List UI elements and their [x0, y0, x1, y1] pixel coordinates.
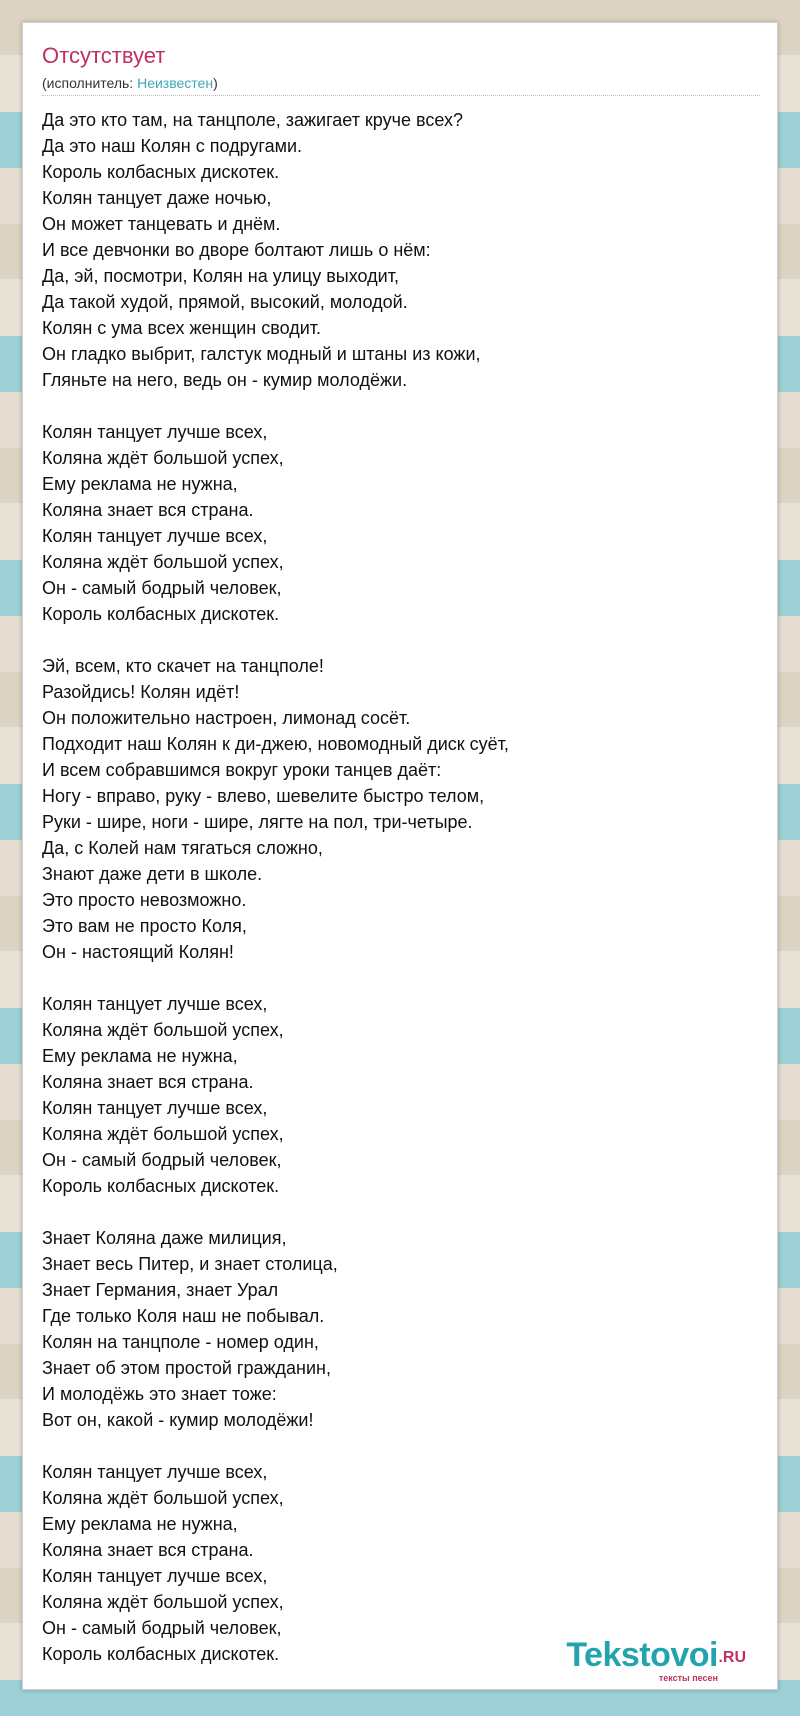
lyric-line: Ему реклама не нужна,	[42, 1514, 238, 1534]
artist-link[interactable]: Неизвестен	[137, 75, 214, 91]
lyric-line: Коляна знает вся страна.	[42, 500, 254, 520]
artist-line	[42, 74, 218, 92]
lyric-line: Колян танцует лучше всех,	[42, 1566, 268, 1586]
lyric-line: Король колбасных дискотек.	[42, 162, 280, 182]
logo-tagline: тексты песен	[658, 1673, 718, 1683]
site-logo[interactable]	[546, 1635, 746, 1695]
lyric-line: Вот он, какой - кумир молодёжи!	[42, 1410, 314, 1430]
lyric-line: И все девчонки во дворе болтают лишь о нём:	[42, 240, 431, 260]
lyric-line: Ему реклама не нужна,	[42, 474, 238, 494]
lyrics-body	[42, 107, 760, 1667]
lyric-line: Колян с ума всех женщин сводит.	[42, 318, 322, 338]
lyric-line: Ему реклама не нужна,	[42, 1046, 238, 1066]
lyrics-card	[22, 22, 778, 1690]
lyric-line: Разойдись! Колян идёт!	[42, 682, 240, 702]
lyric-line: Колян танцует лучше всех,	[42, 994, 268, 1014]
lyric-line: И молодёжь это знает тоже:	[42, 1384, 277, 1404]
artist-prefix: (исполнитель:	[42, 75, 138, 91]
song-title: Отсутствует	[42, 43, 166, 68]
lyric-line: Знает Коляна даже милиция,	[42, 1228, 287, 1248]
lyric-line: Гляньте на него, ведь он - кумир молодёжи.	[42, 370, 408, 390]
lyric-line: Колян на танцполе - номер один,	[42, 1332, 319, 1352]
lyric-line: Знает весь Питер, и знает столица,	[42, 1254, 338, 1274]
logo-tld: .RU	[718, 1649, 746, 1666]
lyric-line: Король колбасных дискотек.	[42, 604, 280, 624]
lyric-line: Да, с Колей нам тягаться сложно,	[42, 838, 323, 858]
lyric-line: Коляна ждёт большой успех,	[42, 1124, 284, 1144]
lyric-line: Коляна знает вся страна.	[42, 1540, 254, 1560]
lyric-line: Он - самый бодрый человек,	[42, 578, 282, 598]
lyric-line: Коляна ждёт большой успех,	[42, 448, 284, 468]
lyric-line: Да, эй, посмотри, Колян на улицу выходит,	[42, 266, 399, 286]
stanza-gap	[42, 627, 760, 653]
lyric-line: Король колбасных дискотек.	[42, 1176, 280, 1196]
stanza-gap	[42, 965, 760, 991]
lyric-line: Колян танцует лучше всех,	[42, 526, 268, 546]
stanza-gap	[42, 393, 760, 419]
lyric-line: Колян танцует лучше всех,	[42, 1462, 268, 1482]
artist-suffix: )	[213, 75, 218, 91]
lyric-line: Коляна ждёт большой успех,	[42, 1020, 284, 1040]
lyric-line: И всем собравшимся вокруг уроки танцев даёт:	[42, 760, 442, 780]
lyric-line: Он положительно настроен, лимонад сосёт.	[42, 708, 411, 728]
lyric-line: Да это кто там, на танцполе, зажигает круче всех?	[42, 110, 463, 130]
lyric-line: Это просто невозможно.	[42, 890, 247, 910]
stanza-gap	[42, 1433, 760, 1459]
lyric-line: Коляна ждёт большой успех,	[42, 552, 284, 572]
lyric-line: Колян танцует лучше всех,	[42, 1098, 268, 1118]
lyric-line: Да это наш Колян с подругами.	[42, 136, 303, 156]
lyric-line: Знает Германия, знает Урал	[42, 1280, 279, 1300]
lyric-line: Эй, всем, кто скачет на танцполе!	[42, 656, 324, 676]
lyric-line: Он может танцевать и днём.	[42, 214, 281, 234]
lyric-line: Знает об этом простой гражданин,	[42, 1358, 331, 1378]
lyric-line: Он - самый бодрый человек,	[42, 1150, 282, 1170]
lyric-line: Ногу - вправо, руку - влево, шевелите быстро телом,	[42, 786, 485, 806]
lyric-line: Подходит наш Колян к ди-джею, новомодный диск суёт,	[42, 734, 509, 754]
lyric-line: Да такой худой, прямой, высокий, молодой.	[42, 292, 408, 312]
lyric-line: Коляна ждёт большой успех,	[42, 1488, 284, 1508]
lyric-line: Это вам не просто Коля,	[42, 916, 247, 936]
lyric-line: Руки - шире, ноги - шире, лягте на пол, три-четыре.	[42, 812, 473, 832]
lyric-line: Король колбасных дискотек.	[42, 1644, 280, 1664]
lyric-line: Он гладко выбрит, галстук модный и штаны из кожи,	[42, 344, 481, 364]
lyric-line: Коляна ждёт большой успех,	[42, 1592, 284, 1612]
lyric-line: Колян танцует лучше всех,	[42, 422, 268, 442]
lyric-line: Он - самый бодрый человек,	[42, 1618, 282, 1638]
stanza-gap	[42, 1199, 760, 1225]
lyric-line: Он - настоящий Колян!	[42, 942, 234, 962]
logo-name: Tekstovoi	[566, 1636, 718, 1674]
lyric-line: Колян танцует даже ночью,	[42, 188, 272, 208]
title-separator	[42, 95, 760, 96]
lyric-line: Знают даже дети в школе.	[42, 864, 263, 884]
lyric-line: Коляна знает вся страна.	[42, 1072, 254, 1092]
lyric-line: Где только Коля наш не побывал.	[42, 1306, 325, 1326]
